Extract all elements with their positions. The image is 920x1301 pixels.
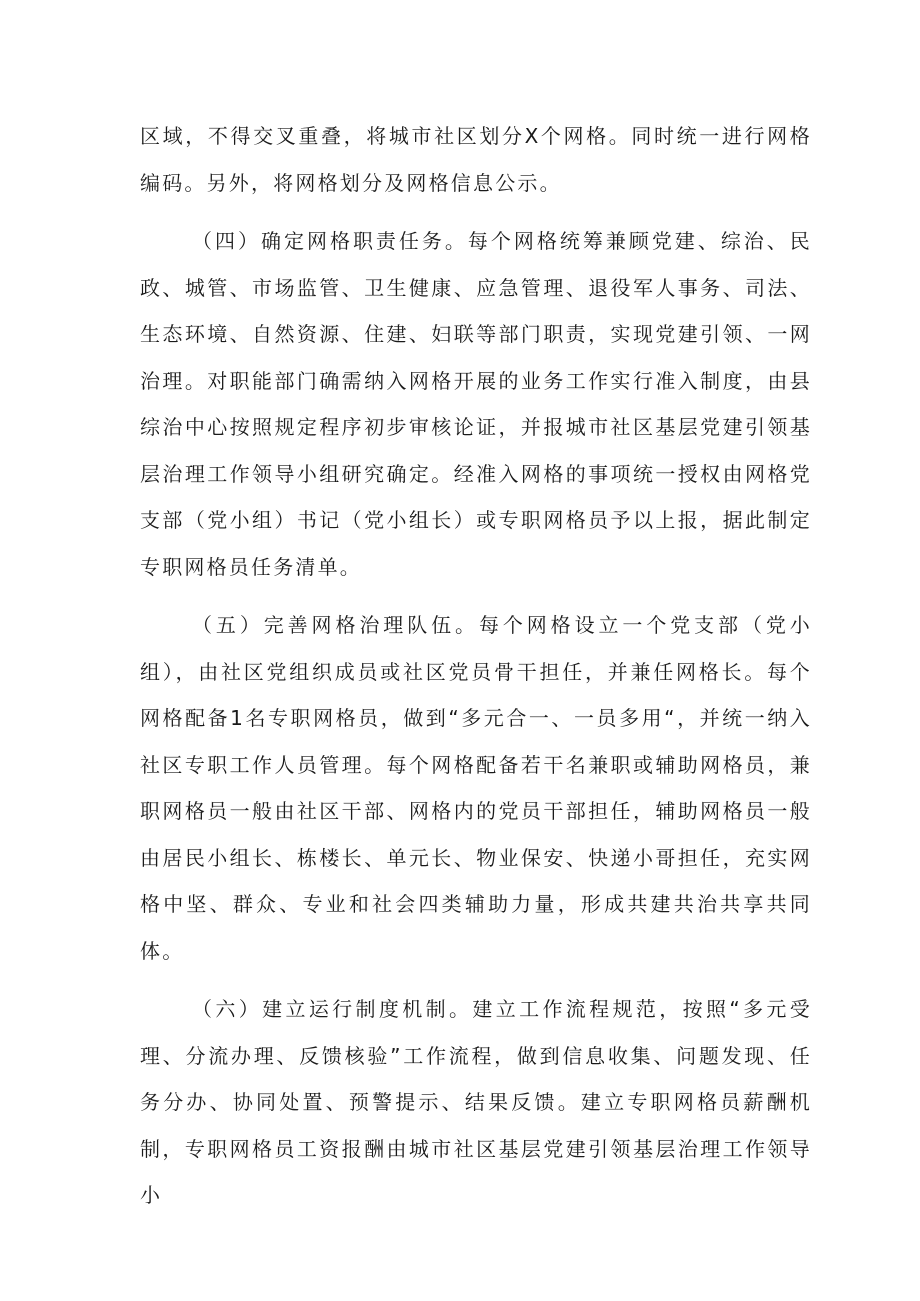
paragraph-continuation: 区域，不得交叉重叠，将城市社区划分X个网格。同时统一进行网格编码。另外，将网格划分及网格信息公示。 [140, 124, 812, 195]
paragraph-grid-responsibilities: （四）确定网格职责任务。每个网格统筹兼顾党建、综治、民政、城管、市场监管、卫生健康、应急管理、退役军人事务、司法、生态环境、自然资源、住建、妇联等部门职责，实现党建引领、一网治理。对职能部门确需纳入网格开展的业务工作实行准入制度，由县综治中心按照规定程序初步审核论证，并报城市社区基层党建引领基层治理工作领导小组研究确定。经准入网格的事项统一授权由网格党支部（党小组）书记（党小组长）或专职网格员予以上报，据此制定专职网格员任务清单。 [140, 229, 812, 579]
document-body [140, 113, 812, 1231]
paragraph-grid-team: （五）完善网格治理队伍。每个网格设立一个党支部（党小组），由社区党组织成员或社区党员骨干担任，并兼任网格长。每个网格配备1名专职网格员，做到“多元合一、一员多用“，并统一纳入社区专职工作人员管理。每个网格配备若干名兼职或辅助网格员，兼职网格员一般由社区干部、网格内的党员干部担任，辅助网格员一般由居民小组长、栋楼长、单元长、物业保安、快递小哥担任，充实网格中坚、群众、专业和社会四类辅助力量，形成共建共治共享共同体。 [140, 613, 812, 963]
paragraph-operating-mechanism: （六）建立运行制度机制。建立工作流程规范，按照“多元受理、分流办理、反馈核验”工作流程，做到信息收集、问题发现、任务分办、协同处置、预警提示、结果反馈。建立专职网格员薪酬机制，专职网格员工资报酬由城市社区基层党建引领基层治理工作领导小 [140, 997, 812, 1207]
